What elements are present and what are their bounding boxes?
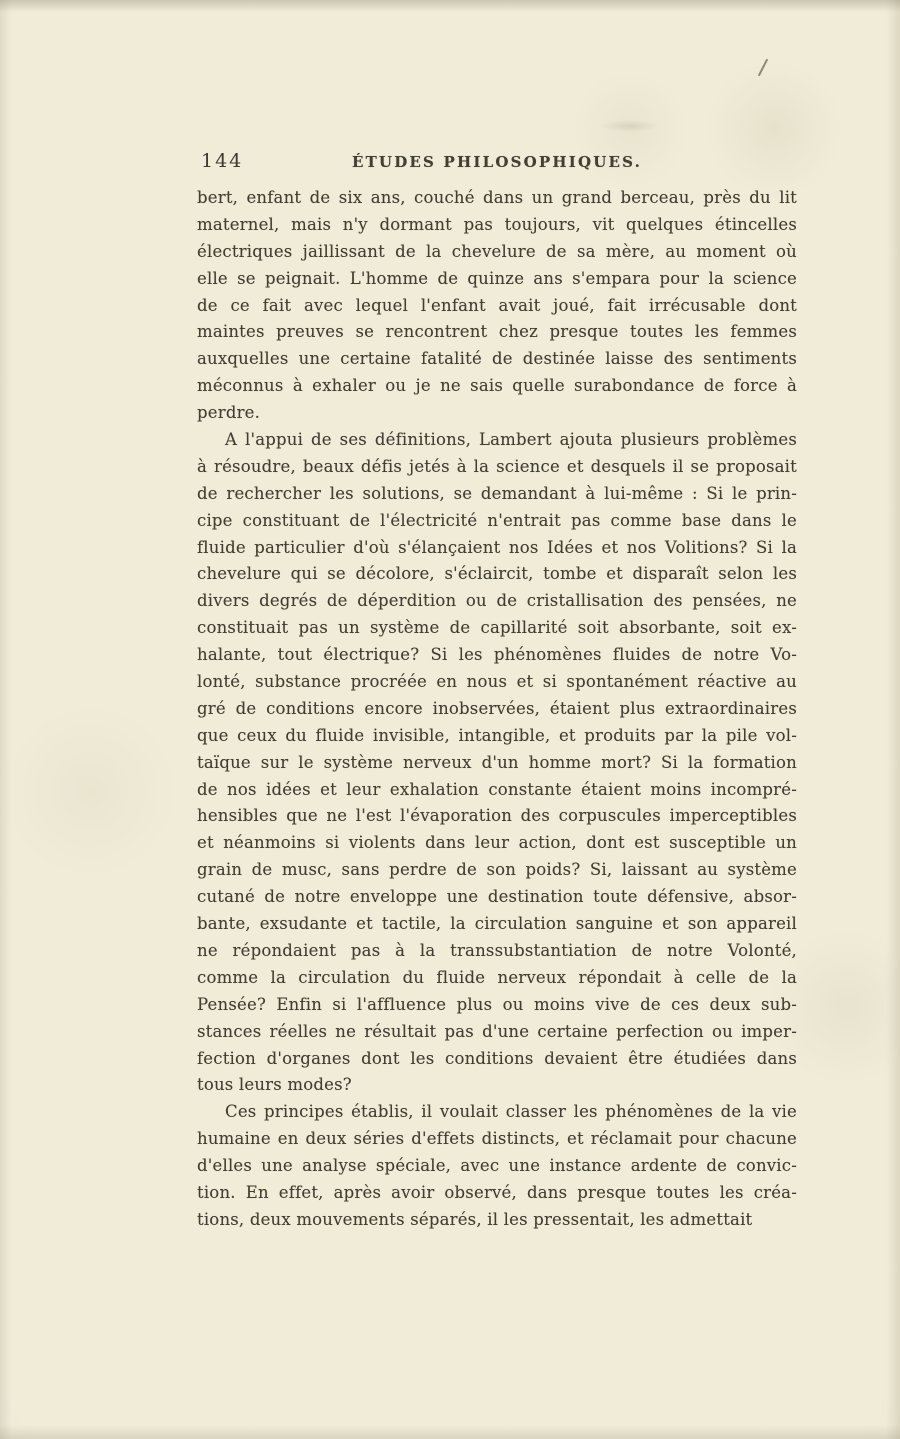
text-line: bante, exsudante et tactile, la circulation sanguine et son appareil: [197, 914, 797, 934]
text-line: maintes preuves se rencontrent chez presque toutes les femmes: [197, 322, 797, 342]
page-number: 144: [201, 150, 244, 172]
page-content: [197, 150, 797, 1234]
text-line: tion. En effet, après avoir observé, dans presque toutes les créa-: [197, 1182, 797, 1202]
page-header: [197, 150, 797, 176]
text-line: elle se peignait. L'homme de quinze ans s'empara pour la science: [197, 268, 797, 288]
text-line: de rechercher les solutions, se demandant à lui-même : Si le prin-: [197, 483, 797, 503]
text-line: de nos idées et leur exhalation constante étaient moins incompré-: [197, 779, 797, 799]
text-line: à résoudre, beaux défis jetés à la science et desquels il se proposait: [197, 456, 797, 476]
text-line: constituait pas un système de capillarité soit absorbante, soit ex-: [197, 618, 797, 638]
text-line: cipe constituant de l'électricité n'entrait pas comme base dans le: [197, 510, 797, 530]
text-line: halante, tout électrique? Si les phénomènes fluides de notre Vo-: [197, 645, 797, 665]
text-line: stances réelles ne résultait pas d'une certaine perfection ou imper-: [197, 1021, 797, 1041]
text-line: maternel, mais n'y dormant pas toujours, vit quelques étincelles: [197, 214, 797, 234]
text-line: tions, deux mouvements séparés, il les pressentait, les admettait: [197, 1209, 753, 1229]
running-title: ÉTUDES PHILOSOPHIQUES.: [351, 153, 643, 171]
text-line: gré de conditions encore inobservées, étaient plus extraordinaires: [197, 698, 797, 718]
text-line: perdre.: [197, 403, 261, 423]
text-line: méconnus à exhaler ou je ne sais quelle surabondance de force à: [197, 376, 797, 396]
text-line: ne répondaient pas à la transsubstantiation de notre Volonté,: [197, 940, 797, 960]
text-line: auxquelles une certaine fatalité de destinée laisse des sentiments: [197, 349, 797, 369]
text-line: Ces principes établis, il voulait classer les phénomènes de la vie: [225, 1102, 797, 1122]
text-line: électriques jaillissant de la chevelure de sa mère, au moment où: [197, 241, 797, 261]
text-line: Pensée? Enfin si l'affluence plus ou moins vive de ces deux sub-: [197, 994, 797, 1014]
text-line: fection d'organes dont les conditions devaient être étudiées dans: [197, 1048, 797, 1068]
text-line: taïque sur le système nerveux d'un homme mort? Si la formation: [197, 752, 797, 772]
scan-scratch-mark: [758, 59, 768, 77]
text-line: et néanmoins si violents dans leur action, dont est susceptible un: [197, 833, 797, 853]
text-line: humaine en deux séries d'effets distincts, et réclamait pour chacune: [197, 1129, 797, 1149]
text-line: divers degrés de déperdition ou de cristallisation des pensées, ne: [197, 591, 797, 611]
text-line: lonté, substance procréée en nous et si spontanément réactive au: [197, 672, 797, 692]
text-line: bert, enfant de six ans, couché dans un grand berceau, près du lit: [197, 188, 797, 207]
text-line: grain de musc, sans perdre de son poids? Si, laissant au système: [197, 860, 797, 880]
text-line: hensibles que ne l'est l'évaporation des corpuscules imperceptibles: [197, 806, 797, 826]
text-line: de ce fait avec lequel l'enfant avait joué, fait irrécusable dont: [197, 295, 797, 315]
text-line: comme la circulation du fluide nerveux répondait à celle de la: [197, 967, 797, 987]
body-text: [197, 185, 797, 1234]
scan-smudge: [600, 120, 660, 132]
text-line: A l'appui de ses définitions, Lambert ajouta plusieurs problèmes: [225, 430, 797, 450]
text-line: chevelure qui se décolore, s'éclaircit, tombe et disparaît selon les: [197, 564, 797, 584]
text-line: fluide particulier d'où s'élançaient nos Idées et nos Volitions? Si la: [197, 537, 797, 557]
text-line: cutané de notre enveloppe une destination toute défensive, absor-: [197, 887, 797, 907]
text-line: que ceux du fluide invisible, intangible, et produits par la pile vol-: [197, 725, 797, 745]
text-line: tous leurs modes?: [197, 1075, 352, 1095]
text-line: d'elles une analyse spéciale, avec une instance ardente de convic-: [197, 1156, 797, 1176]
